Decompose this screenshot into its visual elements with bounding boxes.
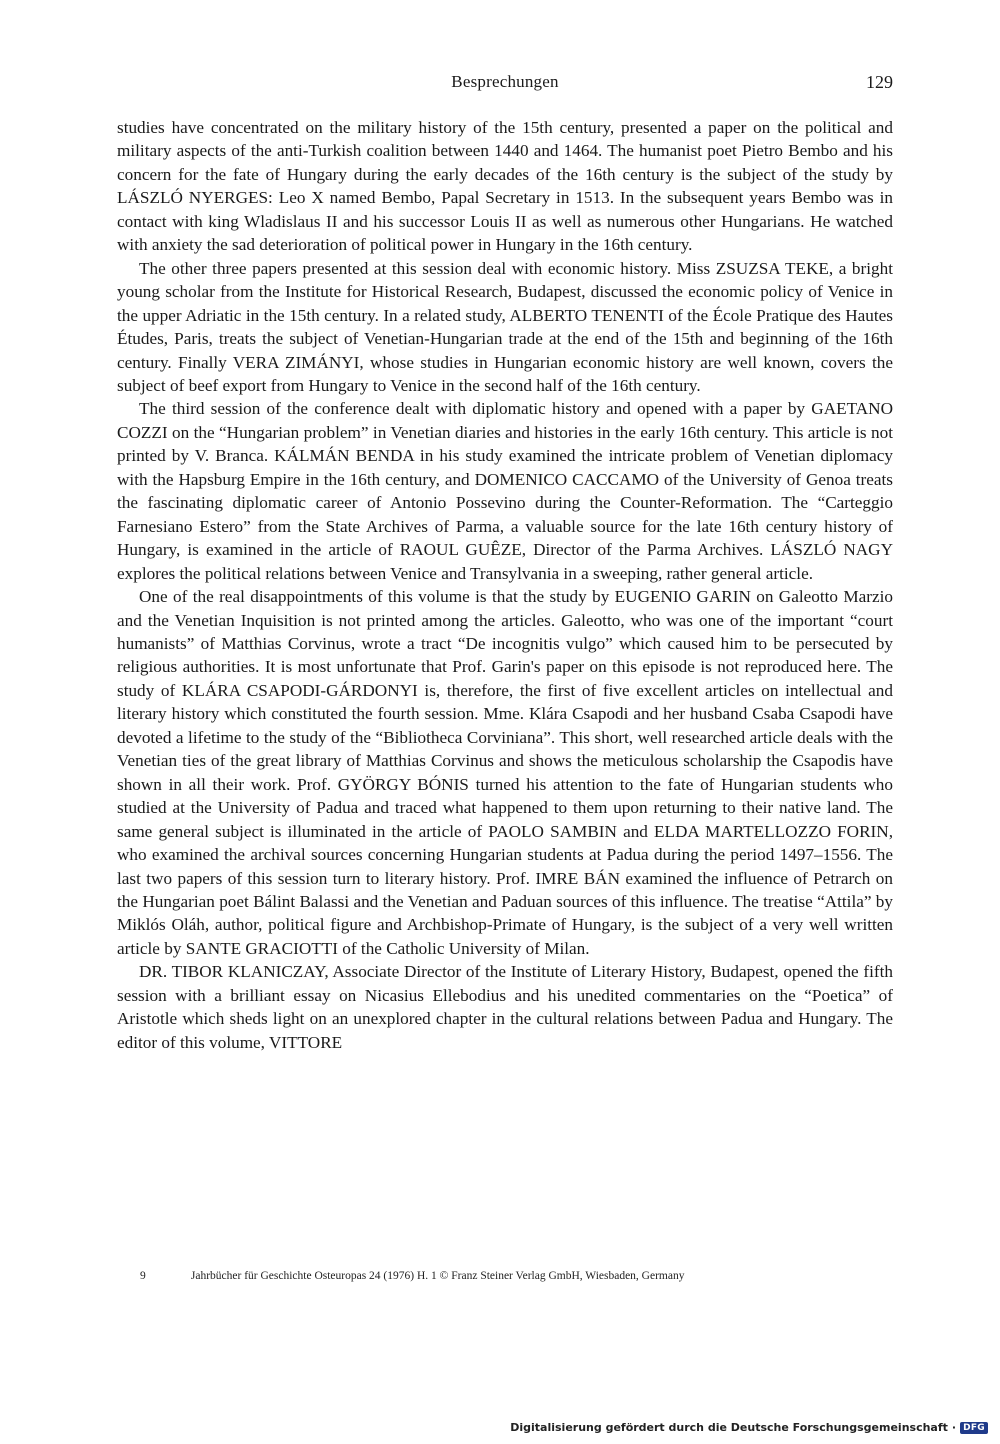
body-text bbox=[117, 116, 893, 1054]
paragraph-5: DR. TIBOR KLANICZAY, Associate Director of the Institute of Literary History, Budapest, opened the fifth session with a brilliant essay on Nicasius Ellebodius and his unedited commentaries on the “Poetica” of Aristotle which sheds light on an unexplored chapter in the cultural relations between Padua and Hungary. The editor of this volume, VITTORE bbox=[117, 962, 893, 1052]
paragraph-4: One of the real disappointments of this volume is that the study by EUGENIO GARIN on Galeotto Marzio and the Venetian Inquisition is not printed among the articles. Galeotto, who was one of the important “court humanists” of Matthias Corvinus, wrote a tract “De incognitis vulgo” which caused him to be persecuted by religious authorities. It is most unfortunate that Prof. Garin's paper on this episode is not reproduced here. The study of KLÁRA CSAPODI-GÁRDONYI is, therefore, the first of five excellent articles on intellectual and literary history which constituted the fourth session. Mme. Klára Csapodi and her husband Csaba Csapodi have devoted a lifetime to the study of the “Bibliotheca Corviniana”. This short, well researched article deals with the Venetian ties of the great library of Matthias Corvinus and shows the meticulous scholarship the Csapodis have shown in all their work. Prof. GYÖRGY BÓNIS turned his attention to the fate of Hungarian students who studied at the University of Padua and traced what happened to them upon returning to their native land. The same general subject is illuminated in the article of PAOLO SAMBIN and ELDA MARTELLOZZO FORIN, who examined the archival sources concerning Hungarian students at Padua during the period 1497–1556. The last two papers of this session turn to literary history. Prof. IMRE BÁN examined the influence of Petrarch on the Hungarian poet Bálint Balassi and the Venetian and Paduan sources of this influence. The treatise “Attila” by Miklós Oláh, author, political figure and Archbishop-Primate of Hungary, is the subject of a very well written article by SANTE GRACIOTTI of the Catholic University of Milan. bbox=[117, 587, 893, 958]
digitization-credit: Digitalisierung gefördert durch die Deutsche Forschungsgemeinschaft · DFG bbox=[510, 1421, 988, 1434]
paragraph-3: The third session of the conference dealt with diplomatic history and opened with a paper by GAETANO COZZI on the “Hungarian problem” in Venetian diaries and histories in the early 16th century. This article is not printed by V. Branca. KÁLMÁN BENDA in his study examined the intricate problem of Venetian diplomacy with the Hapsburg Empire in the 16th century, and DOMENICO CACCAMO of the University of Genoa treats the fascinating diplomatic career of Antonio Possevino during the Counter-Reformation. The “Carteggio Farnesiano Estero” from the State Archives of Parma, a valuable source for the late 16th century history of Hungary, is examined in the article of RAOUL GUÊZE, Director of the Parma Archives. LÁSZLÓ NAGY explores the political relations between Venice and Transylvania in a sweeping, rather general article. bbox=[117, 399, 893, 583]
page-number: 129 bbox=[866, 72, 893, 92]
footer-citation: Jahrbücher für Geschichte Osteuropas 24 (1976) H. 1 © Franz Steiner Verlag GmbH, Wiesbaden, Germany bbox=[190, 1270, 685, 1282]
running-title: Besprechungen bbox=[451, 72, 559, 91]
signature-mark: 9 bbox=[140, 1270, 146, 1282]
dfg-logo-icon: DFG bbox=[960, 1422, 988, 1434]
paragraph-2: The other three papers presented at this session deal with economic history. Miss ZSUZSA TEKE, a bright young scholar from the Institute for Historical Research, Budapest, discussed the economic policy of Venice in the upper Adriatic in the 15th century. In a related study, ALBERTO TENENTI of the École Pratique des Hautes Études, Paris, treats the subject of Venetian-Hungarian trade at the end of the 15th and beginning of the 16th century. Finally VERA ZIMÁNYI, whose studies in Hungarian economic history are well known, covers the subject of beef export from Hungary to Venice in the second half of the 16th century. bbox=[117, 258, 893, 395]
page-footer bbox=[140, 1270, 900, 1282]
paragraph-1: studies have concentrated on the military history of the 15th century, presented a paper on the political and military aspects of the anti-Turkish coalition between 1440 and 1464. The humanist poet Pietro Bembo and his concern for the fate of Hungary during the early decades of the 16th century is the subject of the study by LÁSZLÓ NYERGES: Leo X named Bembo, Papal Secretary in 1513. In the subsequent years Bembo was in contact with king Wladislaus II and his successor Louis II as well as numerous other Hungarians. He watched with anxiety the sad deterioration of political power in Hungary in the 16th century. bbox=[117, 118, 893, 255]
credit-text: Digitalisierung gefördert durch die Deutsche Forschungsgemeinschaft bbox=[510, 1421, 948, 1434]
page-header bbox=[117, 72, 893, 100]
